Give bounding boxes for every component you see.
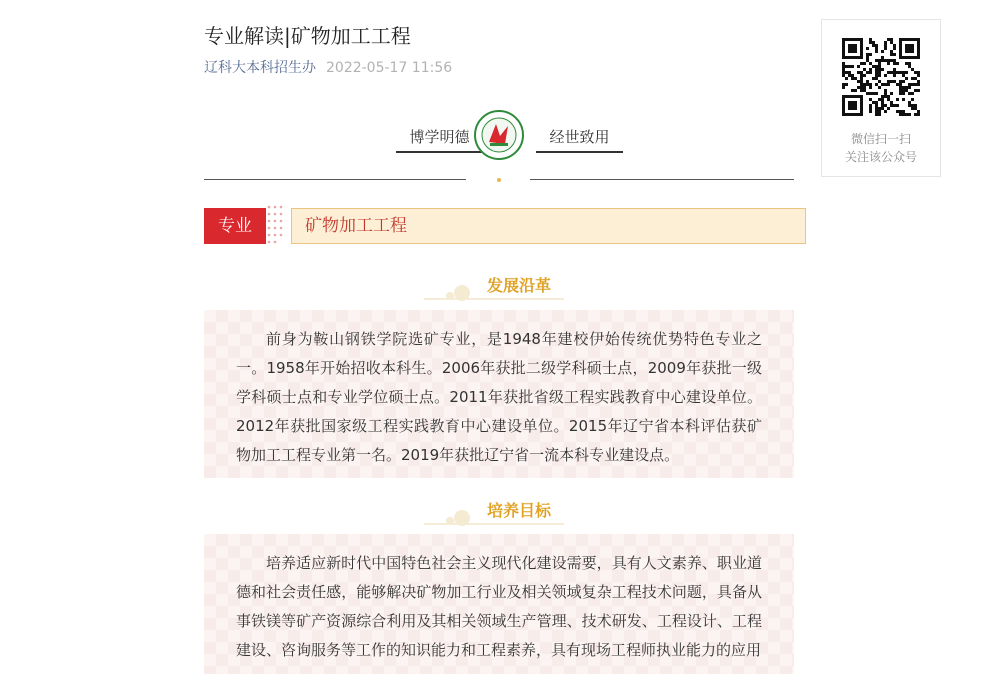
section-title: 发展沿革 xyxy=(487,276,552,295)
divider-dot xyxy=(497,178,501,182)
divider-right xyxy=(530,179,794,180)
section-body-goals xyxy=(204,534,794,674)
section-heading-history xyxy=(204,273,794,307)
section-heading-goals xyxy=(204,498,794,532)
qr-code-icon xyxy=(842,38,920,116)
page-title: 专业解读|矿物加工工程 xyxy=(204,24,411,48)
major-tag: 专业 xyxy=(204,208,266,244)
dot-pattern-decoration xyxy=(266,203,288,249)
qr-caption-follow: 关注该公众号 xyxy=(844,150,917,164)
section-text: 前身为鞍山钢铁学院选矿专业，是1948年建校伊始传统优势特色专业之一。1958年开始招收本科生。2006年获批二级学科硕士点，2009年获批一级学科硕士点和专业学位硕士点。2011年获批省级工程实践教育中心建设单位。2012年获批国家级工程实践教育中心建设单位。2015年辽宁省本科评估获矿物加工工程专业第一名。2019年获批辽宁省一流本科专业建设点。 xyxy=(236,330,762,464)
divider-left xyxy=(204,179,466,180)
section-body-history xyxy=(204,310,794,478)
qr-card xyxy=(821,19,941,177)
major-name-box: 矿物加工工程 xyxy=(291,208,806,244)
account-name-link[interactable]: 辽科大本科招生办 xyxy=(204,60,316,76)
section-text: 培养适应新时代中国特色社会主义现代化建设需要，具有人文素养、职业道德和社会责任感，能够解决矿物加工行业及相关领域复杂工程技术问题，具备从事铁镁等矿产资源综合利用及其相关领域生产管理、技术研发、工程设计、工程建设、咨询服务等工作的知识能力和工程素养，具有现场工程师执业能力的应用 xyxy=(236,554,762,659)
section-title: 培养目标 xyxy=(487,501,552,520)
article-meta xyxy=(204,57,452,77)
qr-caption-scan: 微信扫一扫 xyxy=(850,132,911,146)
motto-right: 经世致用 xyxy=(536,126,623,153)
publish-time: 2022-05-17 11:56 xyxy=(326,60,453,76)
motto-left: 博学明德 xyxy=(396,126,483,153)
university-emblem-icon xyxy=(474,110,524,160)
